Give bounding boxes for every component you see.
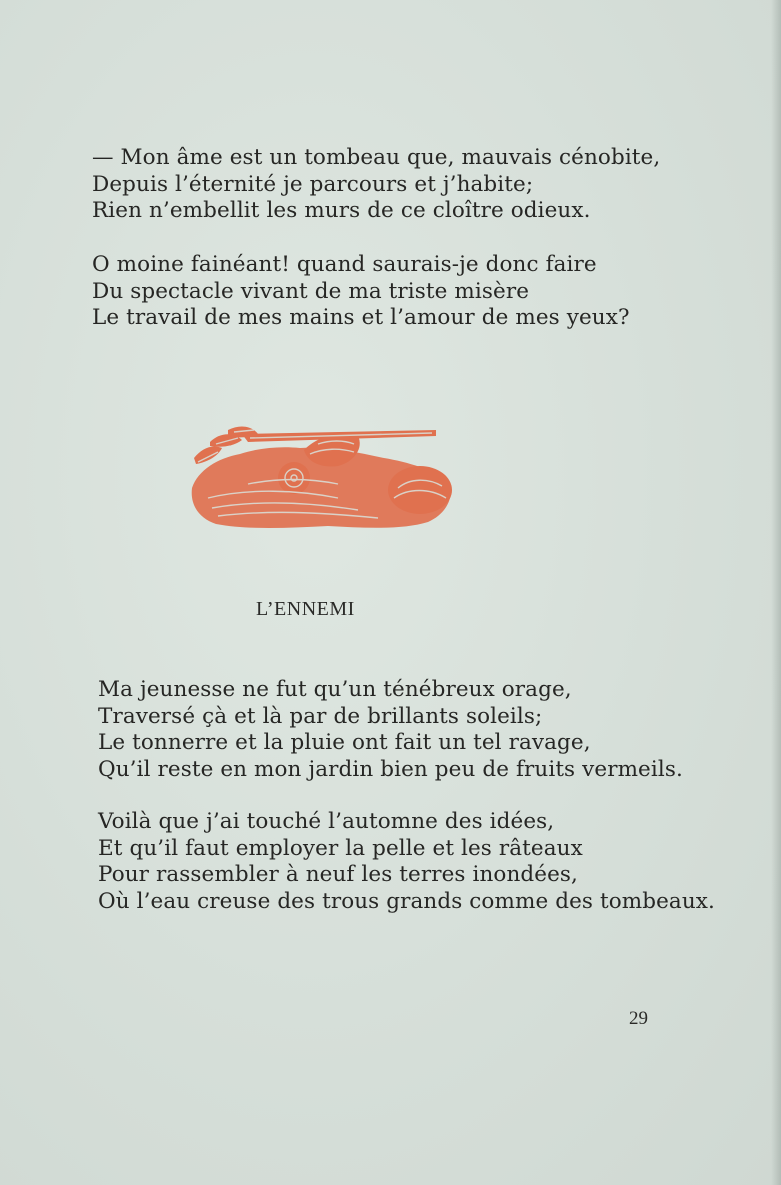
page-number: 29 [629,1008,648,1029]
verse-line: Le tonnerre et la pluie ont fait un tel ravage, [98,730,591,755]
verse-line: Rien n’embellit les murs de ce cloître odieux. [92,198,591,223]
verse-line: Pour rassembler à neuf les terres inondées, [98,862,578,887]
verse-line: Depuis l’éternité je parcours et j’habite; [92,171,534,197]
poem-stanza-1 [98,677,683,783]
previous-poem-stanza-2 [92,252,630,332]
verse-line: Où l’eau creuse des trous grands comme des tombeaux. [98,888,715,914]
verse-line: Qu’il reste en mon jardin bien peu de fruits vermeils. [98,756,683,782]
poem-title: L’ENNEMI [256,598,355,620]
woodcut-tools-vignette-icon [188,418,456,532]
verse-line: Voilà que j’ai touché l’automne des idées, [98,809,555,834]
verse-line: — Mon âme est un tombeau que, mauvais cénobite, [92,145,661,170]
verse-line: Traversé çà et là par de brillants soleils; [98,703,543,729]
verse-line: Ma jeunesse ne fut qu’un ténébreux orage, [98,677,572,702]
page-edge-shadow [771,0,781,1185]
previous-poem-stanza-1 [92,145,660,225]
verse-line: Et qu’il faut employer la pelle et les râteaux [98,835,583,861]
poem-stanza-2 [98,809,715,915]
verse-line: O moine fainéant! quand saurais-je donc faire [92,252,597,277]
verse-line: Du spectacle vivant de ma triste misère [92,278,530,304]
verse-line: Le travail de mes mains et l’amour de mes yeux? [92,305,630,330]
